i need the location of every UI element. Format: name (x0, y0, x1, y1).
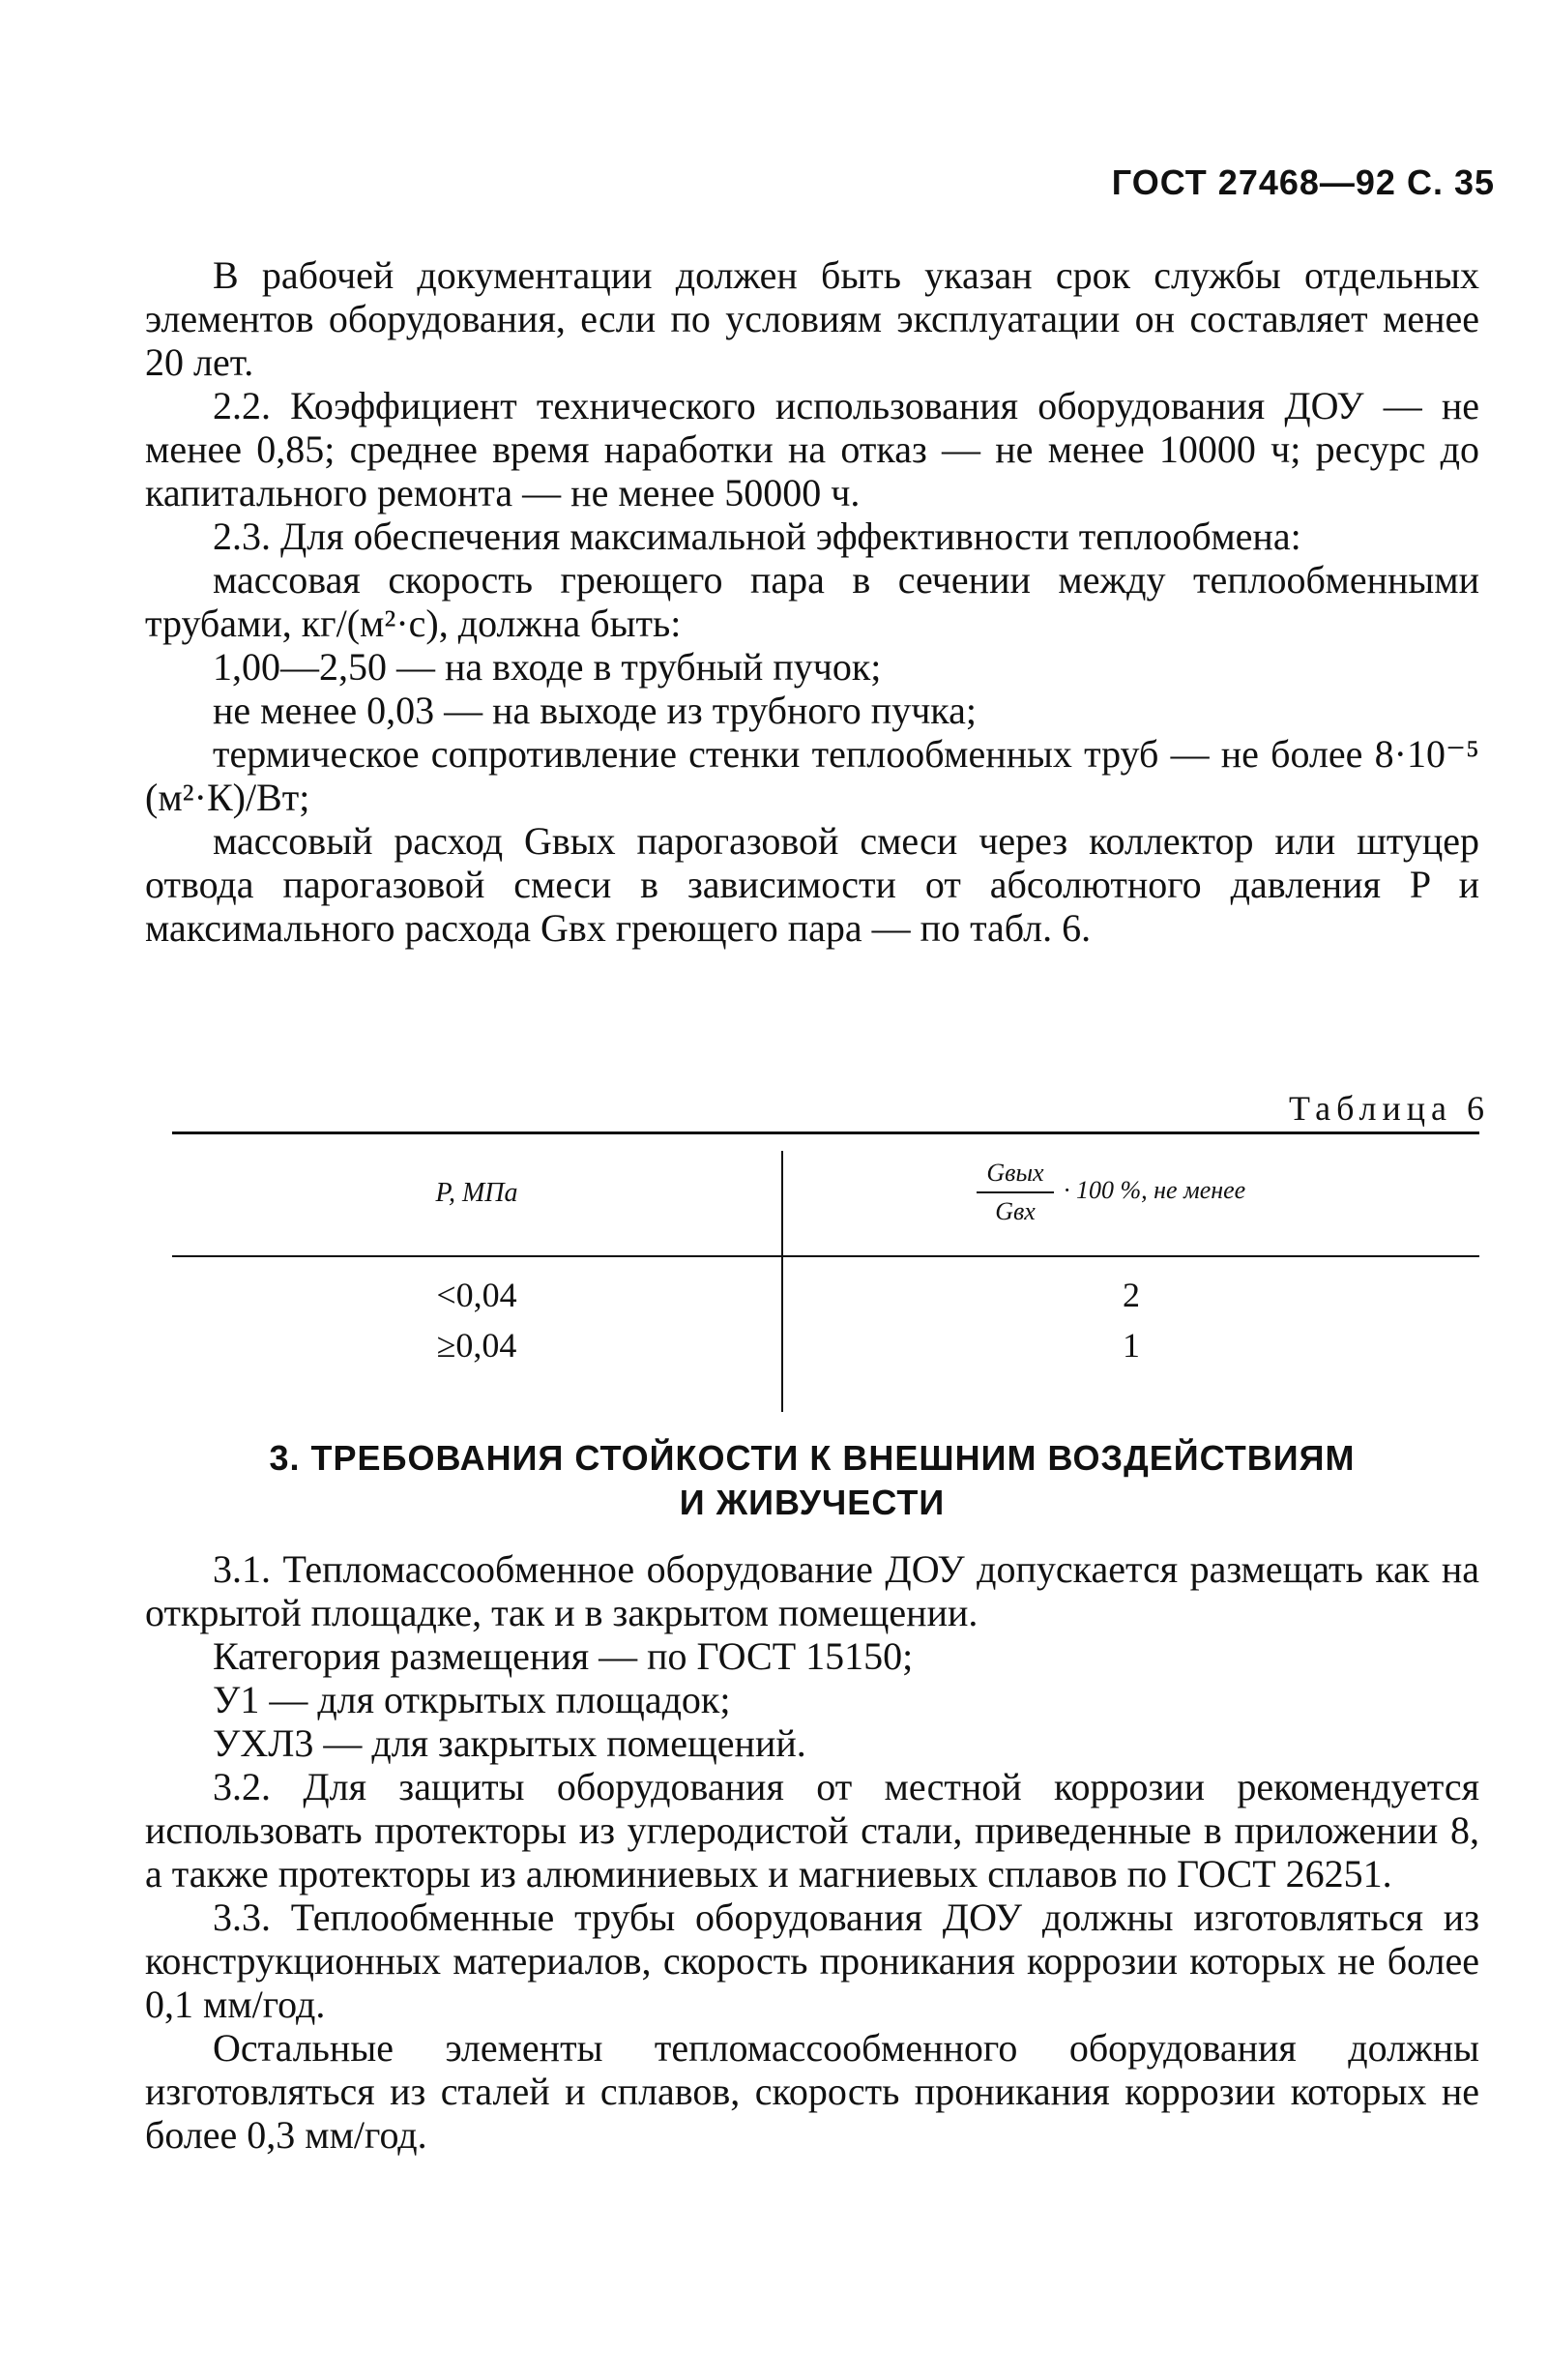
paragraph-uhl3: УХЛ3 — для закрытых помещений. (213, 1721, 806, 1765)
paragraph-other-elements: Остальные элементы тепломассообменного оборудования должны изготовляться из сталей и сплавов, скорость проникания коррозии которых не более 0,3 мм/год. (145, 2026, 1479, 2157)
row1-value: 2 (1123, 1276, 1140, 1314)
paragraph-mass-velocity: массовая скорость греющего пара в сечении между теплообменными трубами, кг/(м²·с), должна быть: (145, 558, 1479, 645)
paragraph-mass-flow: массовый расход Gвых парогазовой смеси через коллектор или штуцер отвода парогазовой смеси в зависимости от абсолютного давления P и максимального расхода Gвх греющего пара — по табл. 6. (145, 819, 1479, 950)
top-text-block (145, 253, 1479, 950)
ratio-numerator: Gвых (986, 1159, 1044, 1187)
paragraph-3-3: 3.3. Теплообменные трубы оборудования ДОУ должны изготовляться из конструкционных материалов, скорость проникания коррозии которых не более 0,1 мм/год. (145, 1895, 1479, 2026)
table-caption: Таблица 6 (1289, 1089, 1490, 1128)
section-3-title-line2: И ЖИВУЧЕСТИ (679, 1483, 946, 1522)
ratio-suffix: · 100 %, не менее (1064, 1176, 1246, 1204)
paragraph-3-1: 3.1. Тепломассообменное оборудование ДОУ допускается размещать как на открытой площадке, так и в закрытом помещении. (145, 1547, 1479, 1634)
row1-pressure: <0,04 (436, 1276, 517, 1314)
page-header: ГОСТ 27468—92 С. 35 (1111, 162, 1495, 202)
table-6 (172, 1131, 1479, 1412)
section-3-title (145, 1436, 1479, 1525)
section-3-title-line1: 3. ТРЕБОВАНИЯ СТОЙКОСТИ К ВНЕШНИМ ВОЗДЕЙСТВИЯМ (269, 1438, 1356, 1478)
header-pressure: P, МПа (435, 1178, 518, 1208)
paragraph-u1: У1 — для открытых площадок; (213, 1678, 731, 1721)
paragraph-service-life: В рабочей документации должен быть указан срок службы отдельных элементов оборудования, если по условиям эксплуатации он составляет менее 20 лет. (145, 253, 1479, 384)
ratio-denominator: Gвх (995, 1197, 1036, 1225)
paragraph-3-2: 3.2. Для защиты оборудования от местной коррозии рекомендуется использовать протекторы из углеродистой стали, приведенные в приложении 8, а также протекторы из алюминиевых и магниевых сплавов по ГОСТ 26251. (145, 1765, 1479, 1895)
paragraph-thermal-resistance: термическое сопротивление стенки теплообменных труб — не более 8·10⁻⁵ (м²·К)/Вт; (145, 732, 1479, 819)
table-header-rule (172, 1255, 1479, 1257)
paragraph-2-2: 2.2. Коэффициент технического использования оборудования ДОУ — не менее 0,85; среднее время наработки на отказ — не менее 10000 ч; ресурс до капитального ремонта — не менее 50000 ч. (145, 384, 1479, 514)
paragraph-2-3: 2.3. Для обеспечения максимальной эффективности теплообмена: (213, 514, 1301, 558)
row2-pressure: ≥0,04 (436, 1326, 517, 1365)
ratio-fraction (977, 1157, 1054, 1228)
section-3-text (145, 1547, 1479, 2157)
fraction-bar (977, 1191, 1054, 1193)
paragraph-outlet: не менее 0,03 — на выходе из трубного пучка; (213, 689, 977, 732)
header-ratio (783, 1149, 1479, 1236)
table-top-rule (172, 1131, 1479, 1134)
row2-value: 1 (1123, 1326, 1140, 1365)
paragraph-placement-category: Категория размещения — по ГОСТ 15150; (213, 1634, 914, 1678)
paragraph-inlet: 1,00—2,50 — на входе в трубный пучок; (213, 645, 882, 689)
